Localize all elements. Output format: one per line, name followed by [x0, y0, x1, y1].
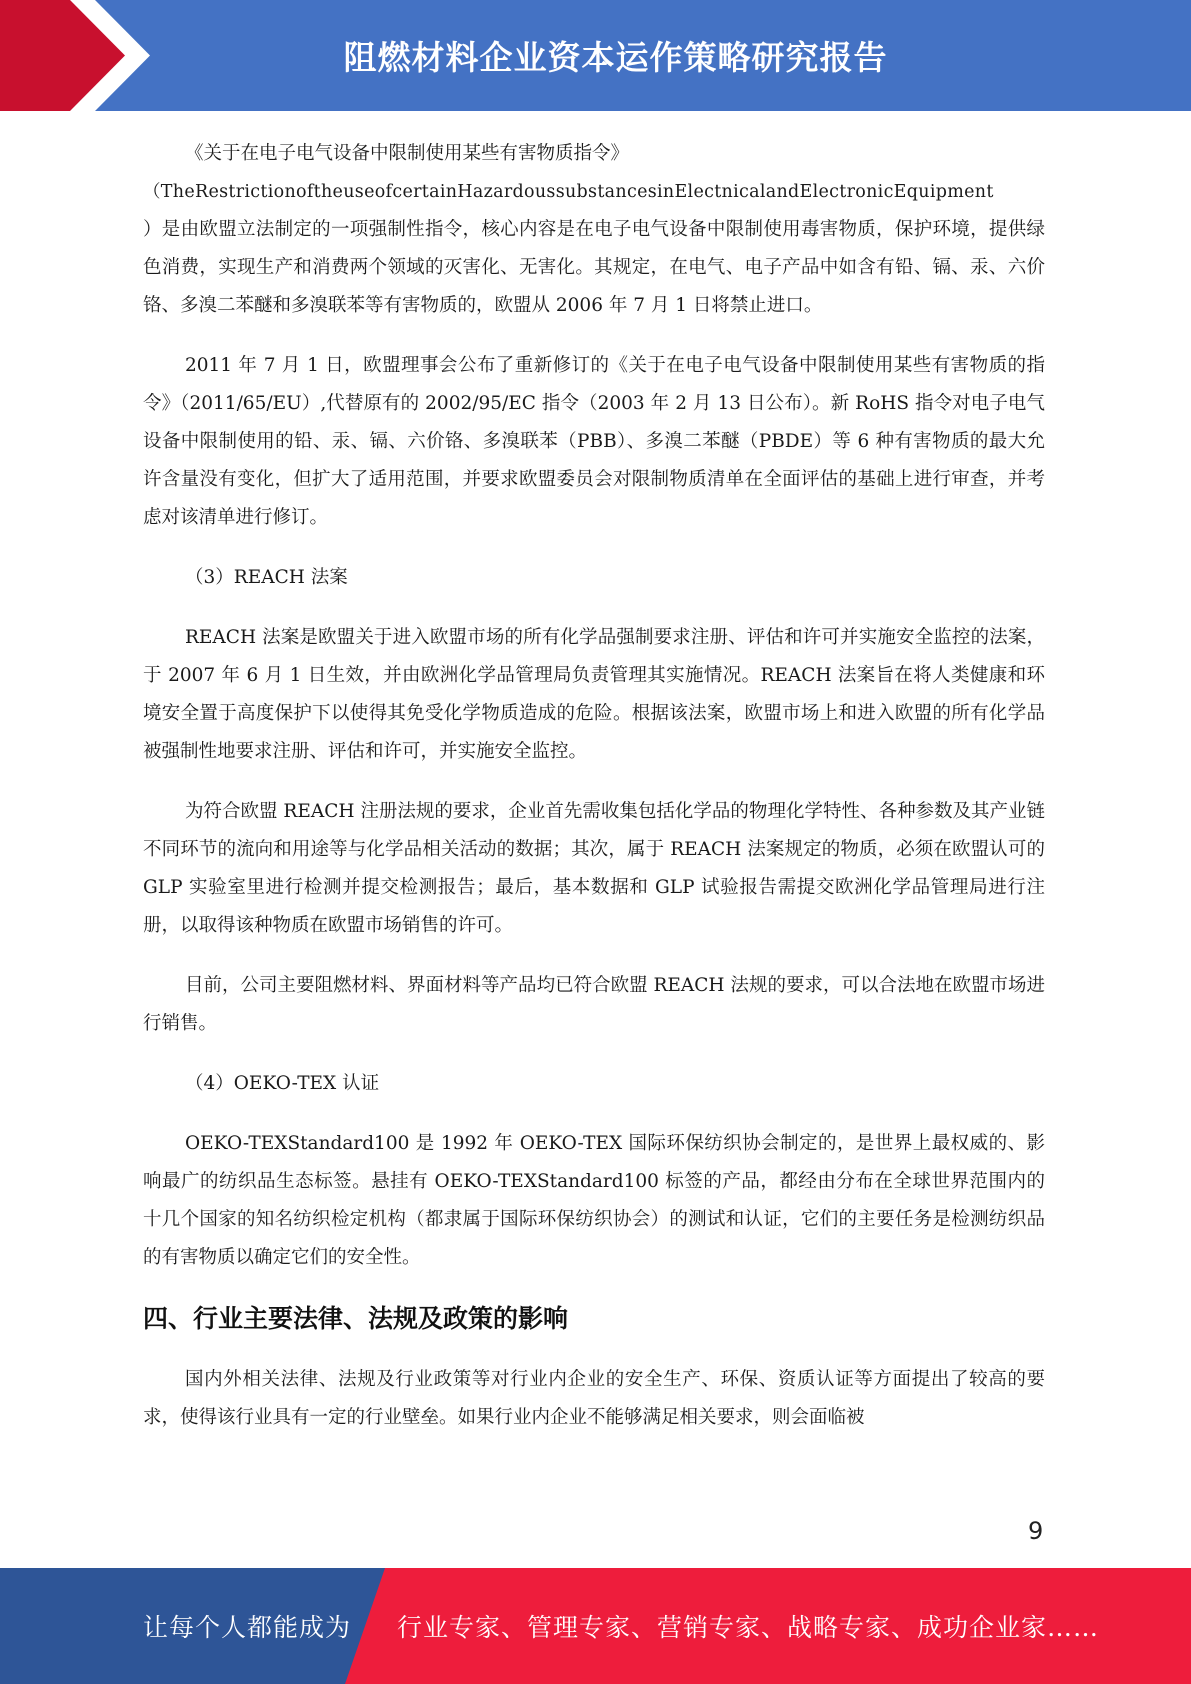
header-arrow-icon — [0, 0, 160, 111]
subheading-oeko-tex: （4）OEKO-TEX 认证 — [185, 1073, 380, 1094]
footer-slogan-left: 让每个人都能成为 — [143, 1613, 352, 1642]
paragraph-policy-impact: 国内外相关法律、法规及行业政策等对行业内企业的安全生产、环保、资质认证等方面提出了较高的要求，使得该行业具有一定的行业壁垒。如果行业内企业不能够满足相关要求，则会面临被 — [143, 1369, 1045, 1428]
page-header — [0, 0, 1191, 111]
paragraph-oeko-tex: OEKO-TEXStandard100 是 1992 年 OEKO-TEX 国际环保纺织协会制定的，是世界上最权威的、影响最广的纺织品生态标签。悬挂有 OEKO-TEXStandard100 标签的产品，都经由分布在全球世界范围内的十几个国家的知名纺织检定机构（都隶属于国际环保纺织协会）的测试和认证，它们的主要任务是检测纺织品的有害物质以确定它们的安全性。 — [143, 1133, 1045, 1268]
page-number: 9 — [1028, 1517, 1044, 1545]
paragraph-reach-requirements: 为符合欧盟 REACH 注册法规的要求，企业首先需收集包括化学品的物理化学特性、各种参数及其产业链不同环节的流向和用途等与化学品相关活动的数据；其次，属于 REACH 法案规定的物质，必须在欧盟认可的 GLP 实验室里进行检测并提交检测报告；最后，基本数据和 GLP 试验报告需提交欧洲化学品管理局进行注册，以取得该种物质在欧盟市场销售的许可。 — [143, 801, 1045, 936]
section-heading: 四、行业主要法律、法规及政策的影响 — [143, 1304, 569, 1333]
paragraph-rohs-revision: 2011 年 7 月 1 日，欧盟理事会公布了重新修订的《关于在电子电气设备中限制使用某些有害物质的指令》（2011/65/EU）,代替原有的 2002/95/EC 指令（2003 年 2 月 13 日公布）。新 RoHS 指令对电子电气设备中限制使用的铅、汞、镉、六价铬、多溴联苯（PBB）、多溴二苯醚（PBDE）等 6 种有害物质的最大允许含量没有变化，但扩大了适用范围，并要求欧盟委员会对限制物质清单在全面评估的基础上进行审查，并考虑对该清单进行修订。 — [143, 355, 1045, 528]
paragraph-reach-compliance: 目前，公司主要阻燃材料、界面材料等产品均已符合欧盟 REACH 法规的要求，可以合法地在欧盟市场进行销售。 — [143, 975, 1045, 1034]
directive-description: ）是由欧盟立法制定的一项强制性指令，核心内容是在电子电气设备中限制使用毒害物质，保护环境，提供绿色消费，实现生产和消费两个领域的灭害化、无害化。其规定，在电气、电子产品中如含有铅、镉、汞、六价铬、多溴二苯醚和多溴联苯等有害物质的，欧盟从 2006 年 7 月 1 日将禁止进口。 — [143, 219, 1045, 316]
directive-title: 《关于在电子电气设备中限制使用某些有害物质指令》 — [185, 143, 630, 164]
directive-english-name: （TheRestrictionoftheuseofcertainHazardoussubstancesinElectnicalandElectronicEquipment — [143, 182, 994, 202]
paragraph-rohs-intro — [143, 135, 1045, 325]
page-footer — [0, 1568, 1191, 1684]
page-body — [143, 135, 1045, 1459]
footer-slogan-right: 行业专家、管理专家、营销专家、战略专家、成功企业家…… — [397, 1613, 1100, 1642]
subheading-reach: （3）REACH 法案 — [185, 567, 348, 588]
report-title: 阻燃材料企业资本运作策略研究报告 — [343, 38, 888, 77]
paragraph-reach-definition: REACH 法案是欧盟关于进入欧盟市场的所有化学品强制要求注册、评估和许可并实施安全监控的法案，于 2007 年 6 月 1 日生效，并由欧洲化学品管理局负责管理其实施情况。REACH 法案旨在将人类健康和环境安全置于高度保护下以使得其免受化学物质造成的危险。根据该法案，欧盟市场上和进入欧盟的所有化学品被强制性地要求注册、评估和许可，并实施安全监控。 — [143, 627, 1045, 762]
